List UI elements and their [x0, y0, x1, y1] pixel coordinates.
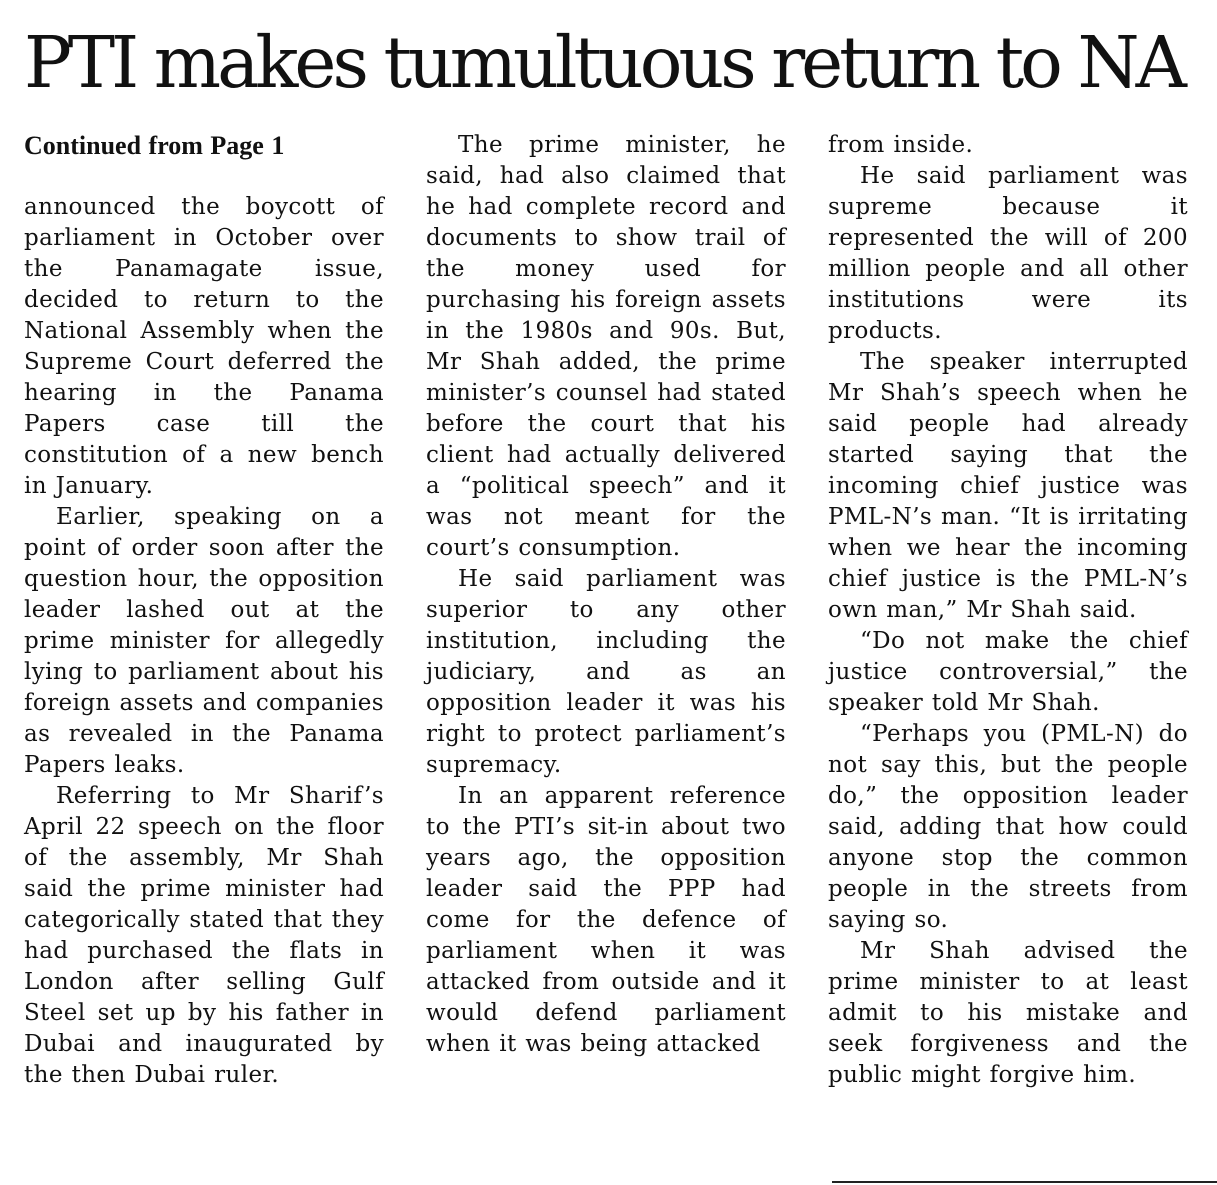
article-paragraph: Mr Shah advised the prime minister to at least admit to his mistake and seek forgiveness and the public might forgive him. — [828, 938, 1188, 1088]
article-paragraph: Referring to Mr Sharif’s April 22 speech on the floor of the assembly, Mr Shah said the prime minister had categorically stated that they had purchased the flats in London after selling Gulf Steel set up by his father in Dubai and inaugurated by the then Dubai ruler. — [24, 783, 384, 1088]
article-paragraph: announced the boycott of parliament in October over the Panamagate issue, decided to return to the National Assembly when the Supreme Court deferred the hearing in the Panama Papers case till the constitution of a new bench in January. — [24, 194, 384, 499]
headline: PTI makes tumultuous return to NA — [24, 21, 1183, 104]
article-paragraph: He said parliament was superior to any other institution, including the judiciary, and as an opposition leader it was his right to protect parliament’s supremacy. — [426, 566, 786, 778]
article-paragraph: The speaker interrupted Mr Shah’s speech when he said people had already started saying that the incoming chief justice was PML-N’s man. “It is irritating when we hear the incoming chief justice is the PML-N’s own man,” Mr Shah said. — [828, 349, 1188, 623]
article-paragraph: Earlier, speaking on a point of order soon after the question hour, the opposition leader lashed out at the prime minister for allegedly lying to parliament about his foreign assets and companies as revealed in the Panama Papers leaks. — [24, 504, 384, 778]
article-paragraph: from inside. — [828, 132, 974, 158]
article-paragraph: The prime minister, he said, had also claimed that he had complete record and documents to show trail of the money used for purchasing his foreign assets in the 1980s and 90s. But, Mr Shah added, the prime minister’s counsel had stated before the court that his client had actually delivered a “political speech” and it was not meant for the court’s consumption. — [426, 132, 786, 561]
continued-from-label: Continued from Page 1 — [24, 131, 285, 160]
article-paragraph: “Do not make the chief justice controversial,” the speaker told Mr Shah. — [828, 628, 1188, 716]
article-paragraph: In an apparent reference to the PTI’s sit-in about two years ago, the opposition leader said the PPP had come for the defence of parliament when it was attacked from outside and it would defend parliament when it was being attacked — [426, 783, 786, 1057]
article-paragraph: He said parliament was supreme because it represented the will of 200 million people and all other institutions were its products. — [828, 163, 1188, 344]
article-column-2 — [426, 130, 786, 1060]
bottom-rule — [832, 1181, 1217, 1183]
article-column-3 — [828, 130, 1188, 1091]
article-column-1 — [24, 130, 384, 1091]
article-paragraph: “Perhaps you (PML-N) do not say this, but the people do,” the opposition leader said, adding that how could anyone stop the common people in the streets from saying so. — [828, 721, 1188, 933]
